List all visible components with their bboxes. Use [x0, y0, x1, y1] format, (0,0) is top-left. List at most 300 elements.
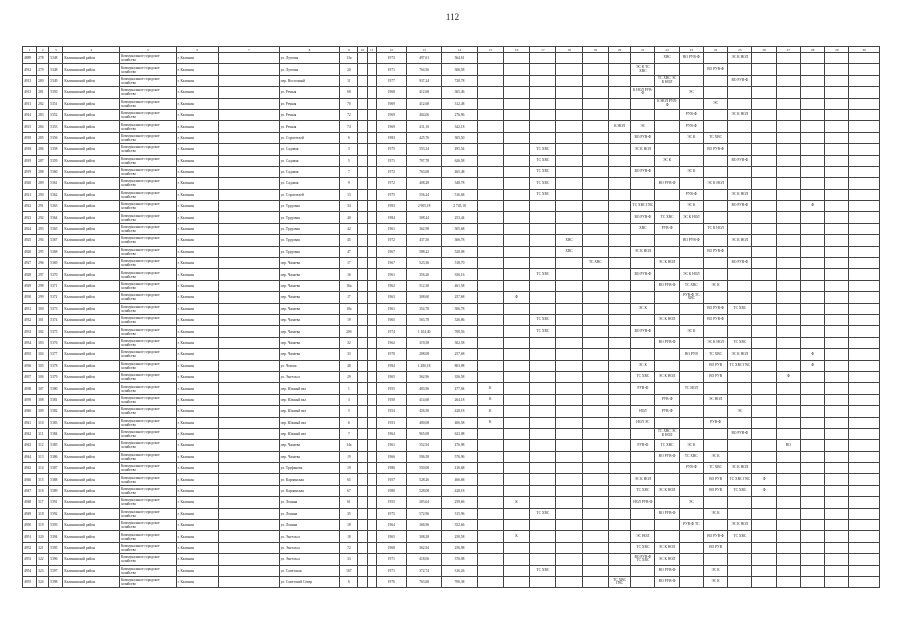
table-cell: 311	[37, 428, 49, 439]
defect-code: ЭС К	[687, 442, 696, 447]
column-header: 5	[120, 47, 177, 53]
defect-code: ТС ХВС	[536, 169, 550, 174]
table-cell: 283,64	[406, 497, 441, 508]
table-cell	[752, 508, 776, 519]
table-cell: 5352	[49, 109, 63, 120]
column-header: 13	[406, 47, 441, 53]
table-cell	[776, 132, 800, 143]
table-cell	[582, 576, 608, 587]
table-cell	[655, 246, 679, 257]
table-cell: 312,48	[442, 98, 477, 109]
table-cell	[219, 451, 280, 462]
table-cell	[728, 406, 752, 417]
table-cell	[556, 371, 582, 382]
table-cell	[477, 474, 503, 485]
defect-code: ВО РУВ-Ф	[634, 328, 652, 333]
table-cell: ул. Карпинская	[279, 485, 340, 496]
table-cell: г. Калинин	[176, 337, 218, 348]
table-cell	[219, 326, 280, 337]
table-cell: ул. Советский Север	[279, 576, 340, 587]
defect-code: Ф	[811, 351, 815, 356]
table-cell	[631, 178, 655, 189]
table-cell	[367, 98, 376, 109]
table-cell: 4918	[23, 132, 37, 143]
defect-code: ТС ХВС	[536, 328, 550, 333]
table-cell: 312	[37, 440, 49, 451]
defect-code: ЭС К НОЛ	[683, 271, 700, 276]
table-cell: 323	[37, 565, 49, 576]
table-cell	[582, 121, 608, 132]
table-cell	[728, 269, 752, 280]
table-cell: 372,74	[406, 565, 441, 576]
table-cell	[503, 485, 529, 496]
defect-code: ХВС	[663, 55, 671, 60]
table-row	[23, 497, 880, 508]
table-cell	[849, 292, 880, 303]
table-cell	[582, 223, 608, 234]
defect-code: ЭС К НОЛ	[658, 545, 676, 550]
table-cell: 303	[37, 337, 49, 348]
table-cell	[367, 75, 376, 86]
table-cell: 70	[340, 98, 358, 109]
table-cell	[219, 246, 280, 257]
table-cell	[631, 451, 655, 462]
table-cell: ул. Садовая	[279, 144, 340, 155]
table-cell	[556, 576, 582, 587]
table-cell: 518,70	[442, 258, 477, 269]
defect-code: Ф	[786, 374, 790, 379]
table-cell	[825, 189, 849, 200]
table-cell: Калининский район	[63, 98, 120, 109]
table-cell: 74	[340, 121, 358, 132]
table-cell	[728, 235, 752, 246]
column-header: 8	[279, 47, 340, 53]
table-cell	[849, 554, 880, 565]
table-cell	[477, 292, 503, 303]
table-cell: г. Калинин	[176, 292, 218, 303]
column-header: 15	[477, 47, 503, 53]
table-cell: ул. Садовая	[279, 166, 340, 177]
table-cell	[728, 98, 752, 109]
table-cell: 465,48	[442, 166, 477, 177]
table-cell	[800, 440, 824, 451]
table-cell	[367, 463, 376, 474]
defect-code: К НОЛ РУВ-Ф	[657, 99, 677, 107]
table-cell	[503, 292, 529, 303]
table-cell	[679, 565, 703, 576]
table-cell: 1961	[376, 303, 406, 314]
column-header: 10	[358, 47, 367, 53]
table-cell: 5379	[49, 371, 63, 382]
table-cell	[358, 576, 367, 587]
table-cell	[631, 189, 655, 200]
defect-code: ВО РУВ-Ф	[658, 283, 676, 288]
table-cell: 5350	[49, 87, 63, 98]
table-row	[23, 87, 880, 98]
table-cell: 406,58	[442, 417, 477, 428]
column-header: 24	[703, 47, 727, 53]
table-cell: 72	[340, 542, 358, 553]
table-cell: 477,04	[442, 383, 477, 394]
table-cell	[752, 269, 776, 280]
table-cell	[655, 155, 679, 166]
table-row	[23, 246, 880, 257]
table-cell	[679, 576, 703, 587]
table-cell	[219, 121, 280, 132]
table-cell	[609, 223, 631, 234]
table-cell	[609, 520, 631, 531]
table-cell: 5385	[49, 440, 63, 451]
defect-code: ЭС К	[711, 283, 720, 288]
defect-code: ТС ХВС	[709, 351, 723, 356]
table-cell	[800, 360, 824, 371]
table-row	[23, 326, 880, 337]
table-cell	[477, 189, 503, 200]
table-cell: г. Калинин	[176, 360, 218, 371]
table-cell: 1986	[376, 463, 406, 474]
table-cell	[358, 349, 367, 360]
table-cell	[703, 189, 727, 200]
table-cell	[631, 212, 655, 223]
table-cell	[776, 292, 800, 303]
table-cell: ул. Трудовая	[279, 212, 340, 223]
table-cell	[679, 121, 703, 132]
table-cell	[800, 394, 824, 405]
table-cell	[530, 542, 556, 553]
table-cell	[631, 337, 655, 348]
table-cell: Калининский район	[63, 576, 120, 587]
table-cell: г. Калинин	[176, 109, 218, 120]
table-cell	[752, 406, 776, 417]
table-cell: 1955	[376, 497, 406, 508]
table-cell	[849, 223, 880, 234]
table-cell	[631, 371, 655, 382]
table-cell	[631, 87, 655, 98]
table-cell	[849, 53, 880, 64]
table-cell	[582, 314, 608, 325]
table-cell: г. Калинин	[176, 554, 218, 565]
table-cell: 320	[37, 531, 49, 542]
table-cell	[655, 303, 679, 314]
table-cell: ул. Ленина	[279, 520, 340, 531]
table-cell: Калининский район	[63, 326, 120, 337]
table-cell: 4928	[23, 269, 37, 280]
table-cell	[219, 223, 280, 234]
table-cell: пер. Южный вал	[279, 428, 340, 439]
column-header: 29	[825, 47, 849, 53]
table-cell	[825, 121, 849, 132]
defect-code: ТС ХВС ЭС К НОЛ	[657, 429, 677, 438]
table-cell	[752, 440, 776, 451]
table-cell: 6	[340, 576, 358, 587]
table-cell	[776, 303, 800, 314]
table-cell: г. Калинин	[176, 576, 218, 587]
table-cell	[358, 269, 367, 280]
table-cell	[728, 520, 752, 531]
defect-code: ТС ХВС	[660, 214, 674, 219]
table-cell	[631, 269, 655, 280]
table-cell: 1961	[376, 440, 406, 451]
table-cell: ул. Строителей	[279, 189, 340, 200]
table-cell: 309	[37, 406, 49, 417]
table-cell	[655, 417, 679, 428]
table-cell	[367, 326, 376, 337]
table-cell	[609, 64, 631, 75]
table-cell: Калининский район	[63, 223, 120, 234]
table-cell: 937,24	[406, 75, 441, 86]
table-row	[23, 417, 880, 428]
table-cell	[776, 144, 800, 155]
table-cell: ул. Энгельса	[279, 554, 340, 565]
defect-code: Ф	[515, 294, 518, 299]
table-cell	[631, 246, 655, 257]
defect-code: ВО РУВ-Ф	[658, 567, 676, 572]
table-cell	[477, 258, 503, 269]
table-cell	[358, 406, 367, 417]
table-cell: 356,58	[442, 371, 477, 382]
table-cell: ул. Чехова	[279, 360, 340, 371]
table-cell: 5374	[49, 314, 63, 325]
table-cell: 1	[340, 383, 358, 394]
table-cell	[503, 383, 529, 394]
table-cell	[703, 87, 727, 98]
table-cell: г. Калинин	[176, 155, 218, 166]
table-cell	[825, 531, 849, 542]
table-cell	[703, 440, 727, 451]
table-cell: 1967	[376, 246, 406, 257]
table-cell	[849, 155, 880, 166]
table-cell	[679, 542, 703, 553]
table-cell: 305,50	[442, 132, 477, 143]
column-header: 30	[849, 47, 880, 53]
table-cell	[728, 166, 752, 177]
table-cell	[582, 371, 608, 382]
table-cell	[800, 98, 824, 109]
table-cell: 5349	[49, 75, 63, 86]
defect-code: РУВ-Ф	[685, 192, 697, 197]
table-cell	[556, 326, 582, 337]
table-row	[23, 349, 880, 360]
table-cell	[825, 258, 849, 269]
table-cell: Коммунальное городское хозяйство	[120, 269, 177, 280]
table-cell	[728, 485, 752, 496]
table-cell	[358, 144, 367, 155]
table-cell: 257,68	[442, 349, 477, 360]
defect-code: ХВС	[565, 249, 573, 254]
table-cell	[655, 360, 679, 371]
table-cell: 550,08	[406, 463, 441, 474]
table-cell	[609, 497, 631, 508]
table-cell	[800, 451, 824, 462]
table-cell	[752, 87, 776, 98]
defect-code: ЭС К	[687, 135, 696, 140]
table-cell	[556, 383, 582, 394]
table-cell	[679, 554, 703, 565]
table-cell	[776, 576, 800, 587]
table-cell: 284	[37, 121, 49, 132]
table-cell: 4954	[23, 565, 37, 576]
defect-code: ЭС НОЛ	[636, 533, 650, 538]
table-cell	[800, 314, 824, 325]
table-cell	[825, 474, 849, 485]
table-cell	[776, 565, 800, 576]
table-cell	[477, 64, 503, 75]
table-cell	[503, 235, 529, 246]
column-header: 27	[776, 47, 800, 53]
defect-code: К	[489, 408, 492, 413]
defect-code: ВО РУВ-Ф	[707, 533, 724, 538]
table-cell: 14а	[340, 440, 358, 451]
defect-code: НОЛ РУВ-Ф	[633, 499, 653, 504]
table-cell: Калининский район	[63, 75, 120, 86]
table-cell	[367, 440, 376, 451]
table-cell: Калининский район	[63, 406, 120, 417]
table-cell	[679, 64, 703, 75]
table-cell	[776, 463, 800, 474]
table-cell	[752, 360, 776, 371]
table-cell	[503, 451, 529, 462]
table-cell: 5393	[49, 520, 63, 531]
table-cell	[776, 497, 800, 508]
table-cell	[752, 463, 776, 474]
defect-code: ЭС	[640, 123, 646, 128]
defect-code: ВО РУВ-Ф	[731, 78, 749, 83]
table-cell	[849, 406, 880, 417]
table-row	[23, 383, 880, 394]
table-cell	[800, 292, 824, 303]
table-cell	[728, 246, 752, 257]
table-cell	[477, 87, 503, 98]
table-cell	[358, 554, 367, 565]
table-cell: 4952	[23, 542, 37, 553]
table-cell	[530, 520, 556, 531]
table-cell: ул. Энгельса	[279, 371, 340, 382]
table-cell	[849, 314, 880, 325]
table-cell	[849, 269, 880, 280]
table-cell	[655, 576, 679, 587]
table-cell	[503, 155, 529, 166]
defect-code: ВО РУВ-Ф	[634, 169, 652, 174]
table-cell: 5368	[49, 246, 63, 257]
table-cell	[503, 303, 529, 314]
table-cell	[609, 235, 631, 246]
table-cell	[825, 394, 849, 405]
table-cell	[367, 53, 376, 64]
column-header: 4	[63, 47, 120, 53]
table-cell: ул. Речная	[279, 98, 340, 109]
table-cell: 167	[340, 565, 358, 576]
table-cell	[582, 87, 608, 98]
table-cell: 4918	[23, 144, 37, 155]
table-cell	[849, 235, 880, 246]
table-cell: 5380	[49, 383, 63, 394]
table-cell	[703, 280, 727, 291]
table-cell: Калининский район	[63, 554, 120, 565]
table-cell: ул. Энгельса	[279, 531, 340, 542]
table-cell	[752, 98, 776, 109]
table-cell	[752, 394, 776, 405]
table-cell	[219, 542, 280, 553]
table-cell	[728, 132, 752, 143]
defect-code: РУВ-Ф	[685, 112, 697, 117]
table-cell	[367, 383, 376, 394]
table-cell: г. Калинин	[176, 121, 218, 132]
table-cell	[609, 144, 631, 155]
table-cell: Калининский район	[63, 280, 120, 291]
table-cell: 34	[340, 201, 358, 212]
table-cell: Калининский район	[63, 314, 120, 325]
table-row	[23, 292, 880, 303]
table-cell	[556, 508, 582, 519]
table-cell: Калининский район	[63, 485, 120, 496]
table-cell	[849, 531, 880, 542]
table-cell	[849, 371, 880, 382]
table-cell: 20	[340, 64, 358, 75]
table-row	[23, 360, 880, 371]
table-cell: 253,44	[442, 212, 477, 223]
table-cell: 512,38	[406, 280, 441, 291]
table-cell: 281	[37, 87, 49, 98]
table-cell: Коммунальное городское хозяйство	[120, 565, 177, 576]
table-cell	[849, 326, 880, 337]
table-cell	[800, 53, 824, 64]
table-cell	[655, 474, 679, 485]
table-cell	[556, 554, 582, 565]
table-cell	[477, 406, 503, 417]
table-cell: пер. Чапаева	[279, 269, 340, 280]
table-cell	[776, 280, 800, 291]
table-cell	[776, 428, 800, 439]
table-cell: 33	[340, 349, 358, 360]
table-cell: Коммунальное городское хозяйство	[120, 246, 177, 257]
table-cell: г. Калинин	[176, 531, 218, 542]
table-cell	[358, 463, 367, 474]
table-cell: 306,58	[442, 64, 477, 75]
table-cell: ул. Луговая	[279, 53, 340, 64]
table-cell: 362,96	[406, 371, 441, 382]
table-cell	[367, 406, 376, 417]
defect-code: ТС ХВС ГВС	[632, 203, 654, 208]
table-cell	[582, 280, 608, 291]
defect-code: ЭС К НОЛ	[634, 249, 652, 254]
table-cell	[728, 178, 752, 189]
table-cell	[800, 189, 824, 200]
table-cell: 276,96	[442, 109, 477, 120]
table-cell	[655, 269, 679, 280]
table-cell	[849, 246, 880, 257]
table-cell: 1980	[376, 485, 406, 496]
table-cell	[582, 269, 608, 280]
table-row	[23, 406, 880, 417]
table-cell: Коммунальное городское хозяйство	[120, 542, 177, 553]
table-cell	[776, 394, 800, 405]
table-cell	[655, 542, 679, 553]
table-cell: 259,66	[442, 497, 477, 508]
table-cell: 1972	[376, 166, 406, 177]
table-cell: Калининский район	[63, 292, 120, 303]
table-cell: Калининский район	[63, 383, 120, 394]
table-cell	[477, 542, 503, 553]
table-cell	[776, 109, 800, 120]
table-cell: 280	[37, 75, 49, 86]
table-cell: Коммунальное городское хозяйство	[120, 155, 177, 166]
table-cell	[530, 337, 556, 348]
table-cell: Коммунальное городское хозяйство	[120, 109, 177, 120]
defect-code: ВО РУВ	[709, 476, 722, 481]
table-cell	[556, 53, 582, 64]
table-cell: 1950	[376, 394, 406, 405]
table-cell	[703, 64, 727, 75]
